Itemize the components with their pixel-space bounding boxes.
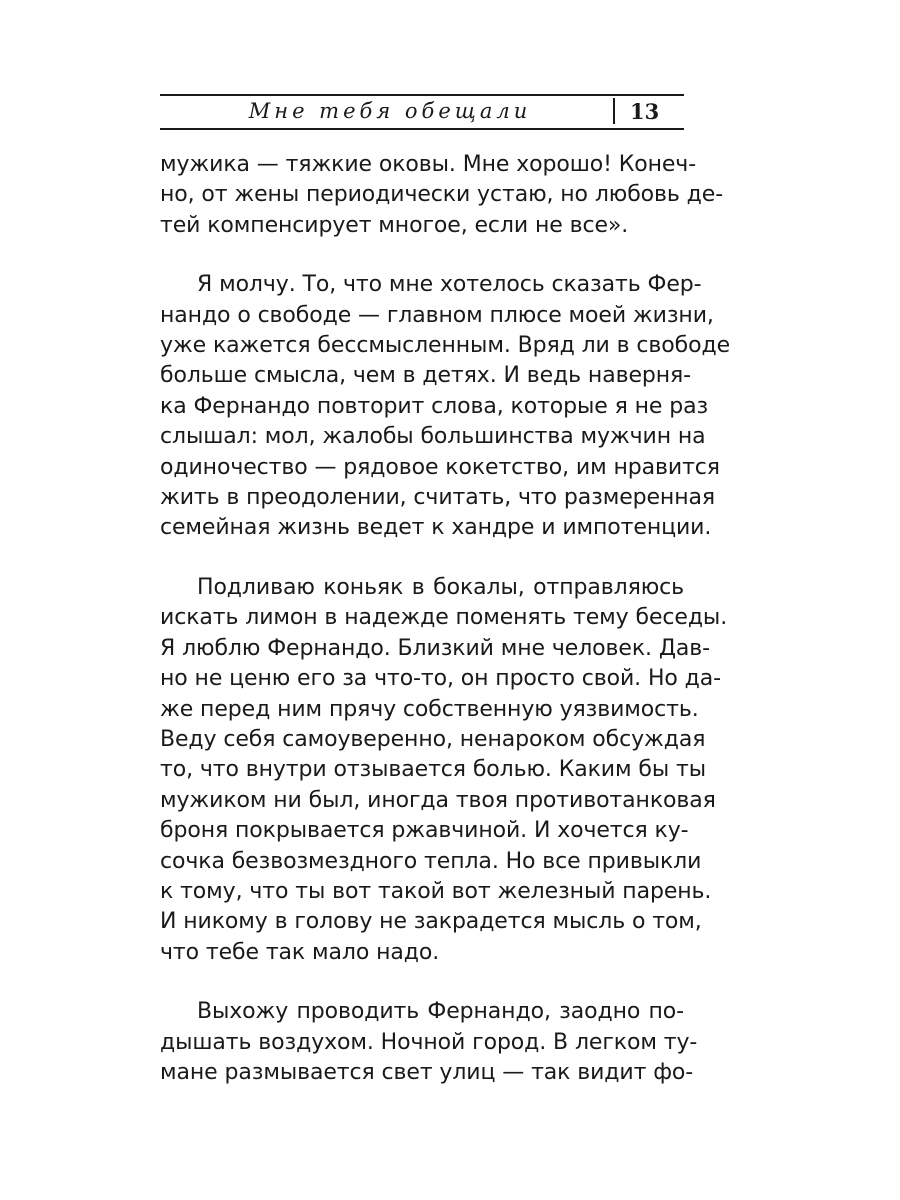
running-title: Мне тебя обещали (248, 99, 532, 123)
text-line: И никому в голову не закрадется мысль о том, (160, 909, 702, 935)
paragraph (160, 150, 724, 241)
text-line: тей компенсирует многое, если не все». (160, 212, 629, 238)
text-line: же перед ним прячу собственную уязвимость. (160, 696, 699, 722)
text-line: мужика — тяжкие оковы. Мне хорошо! Конеч- (160, 152, 697, 177)
text-line: Выхожу проводить Фернандо, заодно по- (197, 999, 684, 1025)
text-line: Веду себя самоуверенно, ненароком обсуждая (160, 726, 706, 752)
paragraph-gap (160, 968, 684, 997)
text-line: нандо о свободе — главном плюсе моей жизни, (160, 302, 714, 328)
text-line: но, от жены периодически устаю, но любовь де- (160, 182, 724, 208)
paragraph-gap (160, 241, 684, 270)
text-line: но не ценю его за что-то, он просто свой. Но да- (160, 666, 721, 692)
text-line: к тому, что ты вот такой вот железный парень. (160, 878, 712, 904)
text-line: Подливаю коньяк в бокалы, отправляюсь (197, 574, 684, 600)
page-number: 13 (630, 99, 660, 124)
text-line: одиночество — рядовое кокетство, им нравится (160, 454, 720, 480)
text-line: мане размывается свет улиц — так видит фо- (160, 1059, 694, 1085)
text-line: ка Фернандо повторит слова, которые я не раз (160, 393, 709, 419)
text-line: искать лимон в надежде поменять тему беседы. (160, 605, 728, 631)
paragraph-gap (160, 544, 684, 573)
running-header (160, 94, 684, 130)
text-line: жить в преодолении, считать, что размеренная (160, 485, 716, 511)
text-line: больше смысла, чем в детях. И ведь наверня- (160, 363, 691, 389)
text-line: сочка безвозмездного тепла. Но все привыкли (160, 848, 702, 874)
text-line: Я молчу. То, что мне хотелось сказать Фер- (197, 272, 702, 298)
text-line: семейная жизнь ведет к хандре и импотенции. (160, 515, 712, 541)
text-line: дышать воздухом. Ночной город. В легком ту- (160, 1029, 698, 1055)
text-line: уже кажется бессмысленным. Вряд ли в свободе (160, 333, 731, 359)
body-text (160, 150, 731, 1088)
paragraph (160, 270, 731, 544)
text-line: что тебе так мало надо. (160, 939, 440, 965)
text-line: броня покрывается ржавчиной. И хочется ку- (160, 818, 689, 844)
text-line: мужиком ни был, иногда твоя противотанковая (160, 787, 716, 813)
text-line: то, что внутри отзывается болью. Каким бы ты (160, 757, 706, 783)
header-divider (613, 98, 615, 124)
text-line: слышал: мол, жалобы большинства мужчин на (160, 424, 706, 450)
text-line: Я люблю Фернандо. Близкий мне человек. Дав- (160, 635, 710, 661)
paragraph (160, 573, 728, 968)
paragraph (160, 997, 698, 1088)
